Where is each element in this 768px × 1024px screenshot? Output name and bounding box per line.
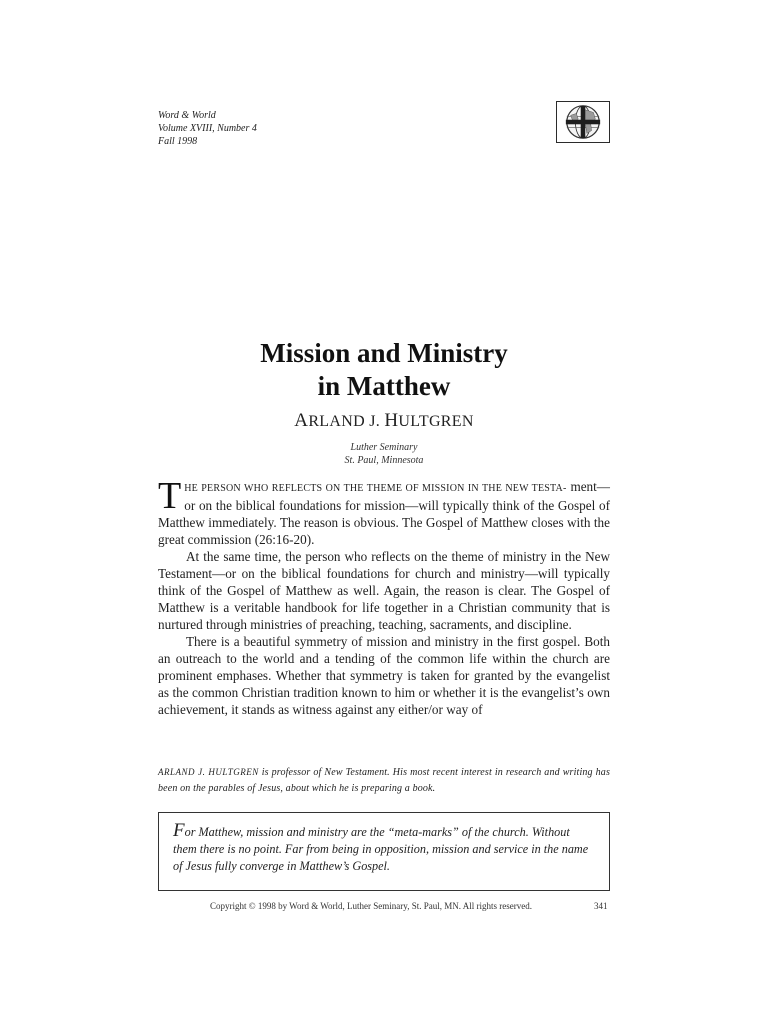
author-last-initial: H	[384, 410, 399, 431]
author-first-rest: RLAND	[308, 413, 365, 430]
article-title-line-1: Mission and Ministry	[260, 338, 508, 368]
author-first-initial: A	[294, 410, 309, 431]
body-paragraph-2: At the same time, the person who reflects on the theme of ministry in the New Testament—or on the biblical foundations for church and ministry—will typically think of the Gospel of Matthew as well. Again, the reason is clear. The Gospel of Matthew is a veritable handbook for life together in a Christian community that is nurtured through ministries of preaching, teaching, sacraments, and discipline.	[158, 549, 610, 632]
affiliation-location: St. Paul, Minnesota	[344, 455, 424, 466]
globe-cross-logo-icon	[556, 101, 610, 143]
copyright-notice: Copyright © 1998 by Word & World, Luther Seminary, St. Paul, MN. All rights reserved.	[210, 901, 532, 911]
pull-quote-box	[158, 812, 610, 891]
body-paragraph-3: There is a beautiful symmetry of mission and ministry in the first gospel. Both an outreach to the world and a tending of the common life within the church are prominent emphases. Whether that symmetry is taken for granted by the evangelist as the common Christian tradition known to him or whether it is the evangelist’s own achievement, it stands as witness against any either/or way of	[158, 634, 610, 717]
affiliation-institution: Luther Seminary	[350, 442, 418, 453]
author-affiliation	[0, 441, 768, 467]
opening-smallcaps: HE PERSON WHO REFLECTS ON THE THEME OF MISSION IN THE NEW TESTA-	[184, 483, 567, 494]
article-title	[0, 337, 768, 403]
author-last-rest: ULTGREN	[398, 413, 474, 430]
page-number: 341	[594, 901, 608, 911]
journal-citation	[158, 109, 257, 148]
author-middle-initial: J.	[369, 413, 381, 430]
paragraph-1-text: ment—or on the biblical foundations for mission—will typically think of the Gospel of Matthew immediately. The reason is obvious. The Gospel of Matthew closes with the great commission (26:16-20).	[158, 479, 610, 547]
bio-text: is professor of New Testament. His most recent interest in research and writing has been on the parables of Jesus, about which he is preparing a book.	[158, 767, 610, 794]
bio-author-name: ARLAND J. HULTGREN	[158, 767, 259, 777]
article-body	[158, 475, 610, 718]
journal-volume: Volume XVIII, Number 4	[158, 123, 257, 134]
journal-season: Fall 1998	[158, 136, 198, 147]
body-paragraph-1	[158, 475, 610, 548]
drop-cap: T	[158, 475, 182, 517]
pull-quote-initial: F	[173, 820, 185, 841]
author-bio-note	[158, 764, 610, 797]
pull-quote-text: or Matthew, mission and ministry are the “meta-marks” of the church. Without them there is no point. Far from being in opposition, mission and service in the name of Jesus fully converge in Matthew’s Gospel.	[173, 825, 589, 873]
article-title-line-2: in Matthew	[317, 371, 451, 401]
article-author	[0, 410, 768, 432]
journal-name: Word & World	[158, 110, 216, 121]
